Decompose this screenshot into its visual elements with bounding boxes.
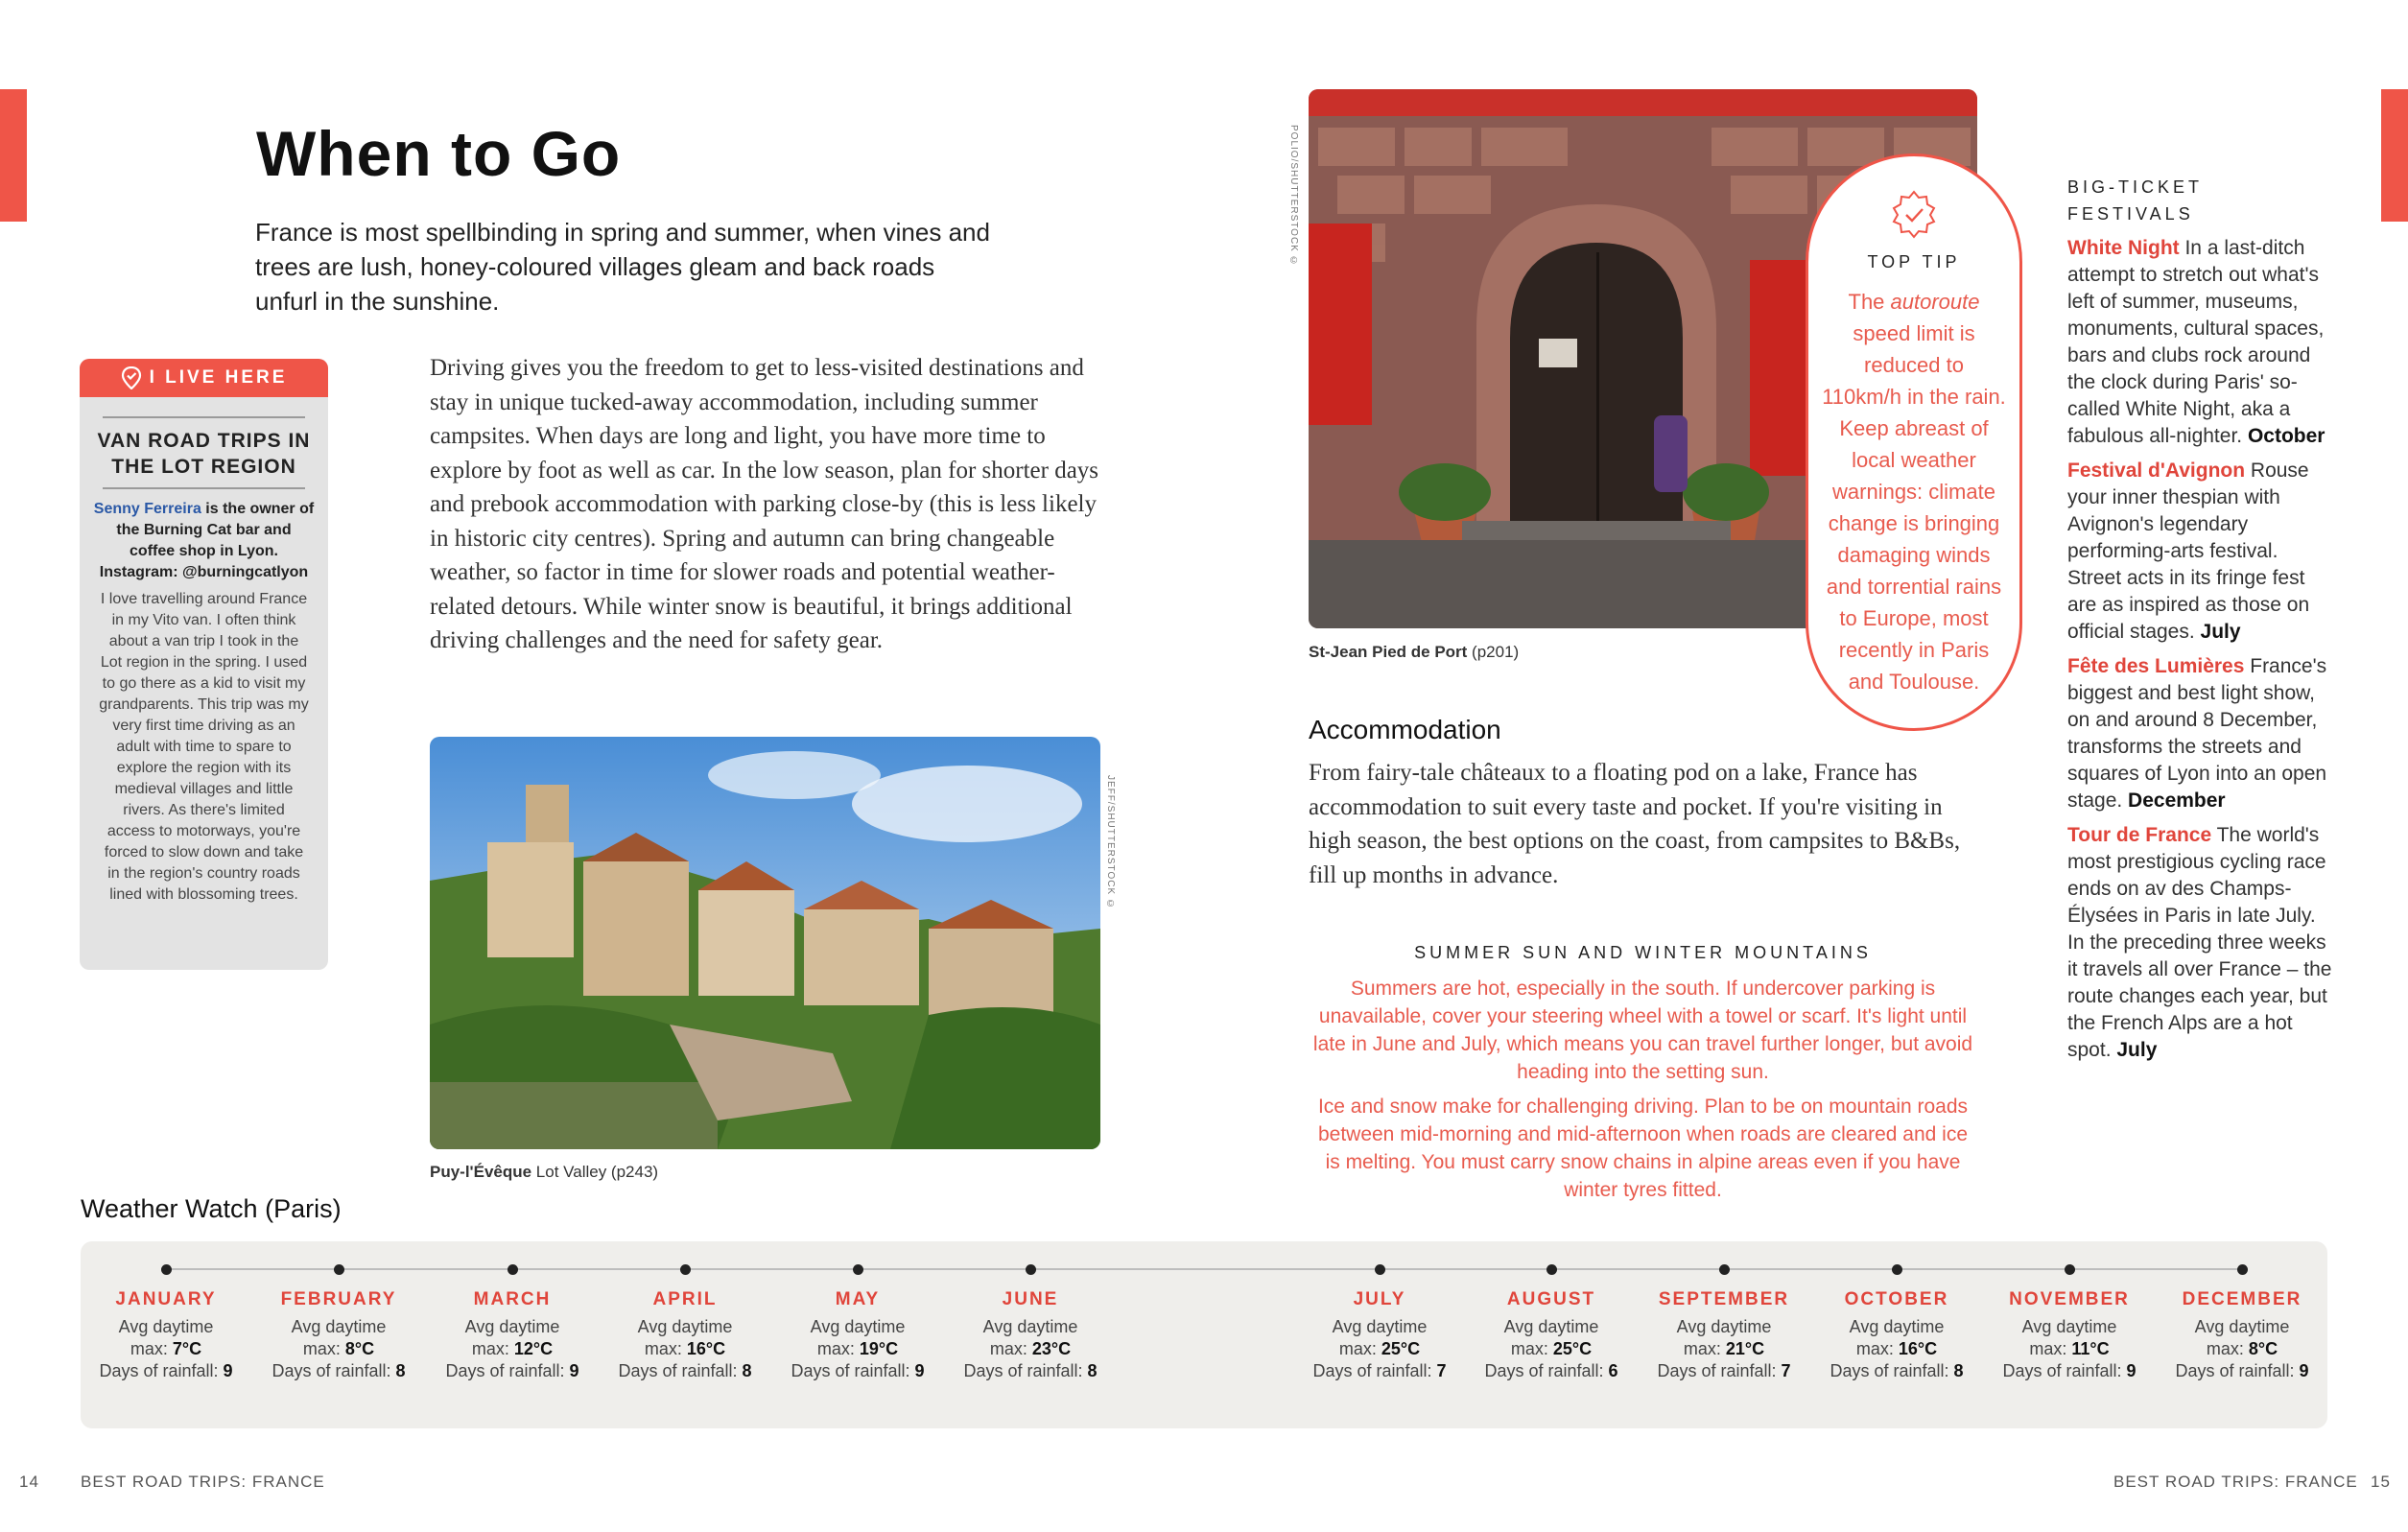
max-value: 16°C [1898, 1339, 1938, 1358]
weather-watch-heading: Weather Watch (Paris) [81, 1194, 342, 1223]
rain-value: 8 [395, 1361, 406, 1380]
timeline-dot [2065, 1264, 2075, 1275]
weather-month-january [70, 1289, 262, 1382]
rain-line [416, 1360, 608, 1382]
max-value: 8°C [344, 1339, 375, 1358]
month-info [1801, 1316, 1993, 1382]
max-line [416, 1338, 608, 1360]
month-name: FEBRUARY [280, 1289, 397, 1309]
rain-label: Days of rainfall: [1657, 1361, 1782, 1380]
month-info [243, 1316, 435, 1382]
rain-line [243, 1360, 435, 1382]
weather-month-november [1973, 1289, 2165, 1382]
max-value: 12°C [513, 1339, 554, 1358]
max-value: 7°C [172, 1339, 202, 1358]
rain-value: 8 [1087, 1361, 1098, 1380]
weather-month-october [1801, 1289, 1993, 1382]
rain-value: 9 [223, 1361, 233, 1380]
rain-value: 9 [569, 1361, 579, 1380]
i-live-here-heading: VAN ROAD TRIPS IN THE LOT REGION [97, 430, 311, 478]
max-line [1801, 1338, 1993, 1360]
avg-label: Avg daytime [2021, 1317, 2117, 1336]
caption-place: Puy-l'Évêque [430, 1163, 532, 1181]
month-name: MARCH [473, 1289, 552, 1309]
festival-name: Fête des Lumières [2067, 655, 2245, 677]
rain-value: 7 [1436, 1361, 1447, 1380]
month-info [1284, 1316, 1475, 1382]
weather-month-may [762, 1289, 954, 1382]
month-info [1455, 1316, 1647, 1382]
doorway-photo-credit: POLIO/SHUTTERSTOCK © [1288, 125, 1299, 268]
timeline-line [161, 1268, 2247, 1270]
max-label: max: [644, 1339, 687, 1358]
festival-item [2067, 653, 2336, 814]
max-line [762, 1338, 954, 1360]
weather-month-february [243, 1289, 435, 1382]
avg-label: Avg daytime [1849, 1317, 1945, 1336]
tip-text-part: The [1848, 290, 1891, 314]
weather-month-july [1284, 1289, 1475, 1382]
festival-month: December [2128, 790, 2226, 812]
author-name: Senny Ferreira [93, 501, 201, 517]
avg-label: Avg daytime [2194, 1317, 2290, 1336]
avg-label: Avg daytime [291, 1317, 387, 1336]
rain-value: 9 [2126, 1361, 2137, 1380]
rain-line [1973, 1360, 2165, 1382]
festival-item [2067, 458, 2336, 646]
weather-month-june [934, 1289, 1126, 1382]
i-live-here-label: I LIVE HERE [149, 367, 288, 388]
rain-line [934, 1360, 1126, 1382]
max-value: 19°C [859, 1339, 899, 1358]
timeline-dot [1892, 1264, 1902, 1275]
timeline-dot [1026, 1264, 1036, 1275]
month-name: MAY [835, 1289, 881, 1309]
month-info [762, 1316, 954, 1382]
timeline-dot [508, 1264, 518, 1275]
festival-month: October [2247, 425, 2325, 447]
caption-place: St-Jean Pied de Port [1309, 643, 1468, 661]
weather-month-august [1455, 1289, 1647, 1382]
rain-value: 8 [1953, 1361, 1964, 1380]
accommodation-heading: Accommodation [1309, 715, 1501, 744]
doorway-photo-caption [1309, 643, 1519, 662]
month-name: AUGUST [1506, 1289, 1596, 1309]
top-tip-label: TOP TIP [1867, 252, 1961, 271]
village-photo-caption [430, 1163, 658, 1182]
month-name: APRIL [652, 1289, 718, 1309]
month-info [934, 1316, 1126, 1382]
month-info [70, 1316, 262, 1382]
timeline-dot [161, 1264, 172, 1275]
avg-label: Avg daytime [1332, 1317, 1428, 1336]
rain-value: 9 [914, 1361, 925, 1380]
avg-label: Avg daytime [464, 1317, 560, 1336]
max-label: max: [302, 1339, 345, 1358]
left-page-number: 14 [19, 1473, 39, 1491]
rain-value: 7 [1781, 1361, 1791, 1380]
timeline-dot [1546, 1264, 1557, 1275]
page-title: When to Go [256, 118, 622, 189]
weather-month-april [589, 1289, 781, 1382]
rain-label: Days of rainfall: [2002, 1361, 2127, 1380]
month-name: DECEMBER [2182, 1289, 2302, 1309]
avg-label: Avg daytime [1676, 1317, 1772, 1336]
avg-label: Avg daytime [982, 1317, 1078, 1336]
max-line [1973, 1338, 2165, 1360]
accommodation-text: From fairy-tale châteaux to a floating pod on a lake, France has accommodation to suit every taste and pocket. If you're visiting in high season, the best options on the coast, from campsites to B&Bs, fill up months in advance. [1309, 760, 1961, 888]
location-pin-icon [121, 366, 142, 389]
right-running-footer: BEST ROAD TRIPS: FRANCE [2113, 1473, 2358, 1491]
max-label: max: [2029, 1339, 2072, 1358]
festival-desc: The world's most prestigious cycling race ends on av des Champs-Élysées in Paris in late July. In the preceding three weeks it travels all over France – the route changes each year, but the French Alps are a hot spot. [2067, 824, 2332, 1061]
festival-month: July [2200, 621, 2241, 643]
timeline-dot [2237, 1264, 2248, 1275]
month-info [2146, 1316, 2338, 1382]
rain-label: Days of rainfall: [1312, 1361, 1437, 1380]
month-name: OCTOBER [1844, 1289, 1949, 1309]
max-label: max: [2206, 1339, 2249, 1358]
max-value: 23°C [1031, 1339, 1072, 1358]
rain-line [2146, 1360, 2338, 1382]
max-line [1628, 1338, 1820, 1360]
i-live-here-header [80, 359, 328, 397]
summer-paragraph: Summers are hot, especially in the south. If undercover parking is unavailable, cover your steering wheel with a towel or scarf. It's light until late in June and July, which means you can travel further longer, but avoid heading into the setting sun. [1312, 978, 1973, 1083]
right-page-number: 15 [2371, 1473, 2391, 1491]
rain-label: Days of rainfall: [1830, 1361, 1954, 1380]
month-info [1973, 1316, 2165, 1382]
left-edge-tab [0, 89, 27, 222]
max-value: 8°C [2248, 1339, 2278, 1358]
max-label: max: [471, 1339, 514, 1358]
festival-desc: France's biggest and best light show, on and around 8 December, transforms the streets and squares of Lyon into an open stage. [2067, 655, 2327, 812]
festivals-heading: BIG-TICKET FESTIVALS [2067, 177, 2203, 224]
max-value: 25°C [1552, 1339, 1593, 1358]
rain-value: 9 [2299, 1361, 2309, 1380]
intro-text: France is most spellbinding in spring and summer, when vines and trees are lush, honey-coloured villages gleam and back roads unfurl in the sunshine. [255, 218, 990, 316]
festival-item [2067, 822, 2336, 1064]
weather-month-december [2146, 1289, 2338, 1382]
avg-label: Avg daytime [118, 1317, 214, 1336]
village-photo-credit: JEFF/SHUTTERSTOCK © [1105, 775, 1116, 910]
month-name: NOVEMBER [2009, 1289, 2130, 1309]
rain-value: 6 [1608, 1361, 1618, 1380]
max-value: 21°C [1725, 1339, 1765, 1358]
rain-label: Days of rainfall: [445, 1361, 570, 1380]
rain-line [1628, 1360, 1820, 1382]
avg-label: Avg daytime [637, 1317, 733, 1336]
month-info [1628, 1316, 1820, 1382]
badge-check-icon [1889, 189, 1939, 239]
max-label: max: [130, 1339, 173, 1358]
timeline-dot [680, 1264, 691, 1275]
timeline-dot [1375, 1264, 1385, 1275]
month-name: JUNE [1002, 1289, 1059, 1309]
max-line [243, 1338, 435, 1360]
festival-desc: In a last-ditch attempt to stretch out what's left of summer, museums, monuments, cultural spaces, bars and clubs rock around the clock during Paris' so-called White Night, aka a fabulous all-nighter. [2067, 237, 2325, 447]
driving-body-text: Driving gives you the freedom to get to less-visited destinations and stay in unique tucked-away accommodation, including summer campsites. When days are long and light, you have more time to explore by foot as well as car. In the low season, plan for shorter days and prebook accommodation with parking close-by (this is less likely in historic city centres). Spring and autumn can bring changeable weather, so factor in time for slower roads and potential weather-related detours. While winter snow is beautiful, it brings additional driving challenges and the need for safety gear. [430, 355, 1099, 653]
rain-line [1455, 1360, 1647, 1382]
festivals-column [2067, 174, 2336, 1072]
festival-name: Tour de France [2067, 824, 2212, 846]
festival-month: July [2116, 1039, 2158, 1061]
tip-text-part: speed limit is reduced to 110km/h in the rain. Keep abreast of local weather warnings: climate change is bringing damaging winds and torrential rains to Europe, most recently in Paris and Toulouse. [1822, 321, 2006, 694]
rain-label: Days of rainfall: [271, 1361, 396, 1380]
festival-name: White Night [2067, 237, 2180, 259]
winter-paragraph: Ice and snow make for challenging driving. Plan to be on mountain roads between mid-morning and mid-afternoon when roads are cleared and ice is melting. You must carry snow chains in alpine areas even if you have winter tyres fitted. [1317, 1096, 1969, 1201]
rain-line [589, 1360, 781, 1382]
rain-line [762, 1360, 954, 1382]
caption-rest: (p201) [1467, 643, 1520, 661]
caption-rest: Lot Valley (p243) [531, 1163, 659, 1181]
timeline-dot [1719, 1264, 1730, 1275]
max-value: 25°C [1381, 1339, 1421, 1358]
max-line [1455, 1338, 1647, 1360]
rain-label: Days of rainfall: [99, 1361, 224, 1380]
max-label: max: [1855, 1339, 1899, 1358]
max-value: 11°C [2071, 1339, 2110, 1358]
rain-label: Days of rainfall: [791, 1361, 915, 1380]
rain-label: Days of rainfall: [2175, 1361, 2300, 1380]
avg-label: Avg daytime [1503, 1317, 1599, 1336]
author-description: is the owner of the Burning Cat bar and coffee shop in Lyon. Instagram: @burningcatlyon [99, 501, 315, 580]
rain-line [1801, 1360, 1993, 1382]
max-line [2146, 1338, 2338, 1360]
weather-month-september [1628, 1289, 1820, 1382]
festival-name: Festival d'Avignon [2067, 460, 2246, 482]
tip-text-italic: autoroute [1890, 290, 1980, 314]
month-info [416, 1316, 608, 1382]
month-name: SEPTEMBER [1658, 1289, 1790, 1309]
top-tip-text [1808, 272, 2019, 697]
rain-label: Days of rainfall: [618, 1361, 743, 1380]
rain-value: 8 [742, 1361, 752, 1380]
max-value: 16°C [686, 1339, 726, 1358]
right-edge-tab [2381, 89, 2408, 222]
timeline-dot [334, 1264, 344, 1275]
top-tip-box [1806, 153, 2022, 731]
max-line [934, 1338, 1126, 1360]
max-line [70, 1338, 262, 1360]
rain-line [1284, 1360, 1475, 1382]
max-label: max: [1510, 1339, 1553, 1358]
left-running-footer: BEST ROAD TRIPS: FRANCE [81, 1473, 325, 1491]
max-line [1284, 1338, 1475, 1360]
timeline-dot [853, 1264, 863, 1275]
max-label: max: [1338, 1339, 1381, 1358]
max-label: max: [816, 1339, 860, 1358]
festival-desc: Rouse your inner thespian with Avignon's legendary performing-arts festival. Street acts in its fringe fest are as inspired as those on official stages. [2067, 460, 2310, 643]
summer-winter-heading: SUMMER SUN AND WINTER MOUNTAINS [1414, 943, 1872, 962]
max-label: max: [989, 1339, 1032, 1358]
weather-month-march [416, 1289, 608, 1382]
rain-line [70, 1360, 262, 1382]
i-live-here-box [80, 359, 328, 970]
month-info [589, 1316, 781, 1382]
i-live-here-body: I love travelling around France in my Vito van. I often think about a van trip I took in the Lot region in the spring. I used to go there as a kid to visit my grandparents. This trip was my very first time driving as an adult with time to spare to explore the region with its medieval villages and little rivers. As there's limited access to motorways, you're forced to slow down and take in the region's country roads lined with blossoming trees. [99, 591, 309, 903]
festival-item [2067, 235, 2336, 450]
rain-label: Days of rainfall: [1484, 1361, 1609, 1380]
max-line [589, 1338, 781, 1360]
month-name: JANUARY [115, 1289, 217, 1309]
rain-label: Days of rainfall: [963, 1361, 1088, 1380]
max-label: max: [1683, 1339, 1726, 1358]
village-photo [430, 737, 1100, 1149]
i-live-here-author [80, 489, 328, 589]
month-name: JULY [1353, 1289, 1406, 1309]
avg-label: Avg daytime [810, 1317, 906, 1336]
